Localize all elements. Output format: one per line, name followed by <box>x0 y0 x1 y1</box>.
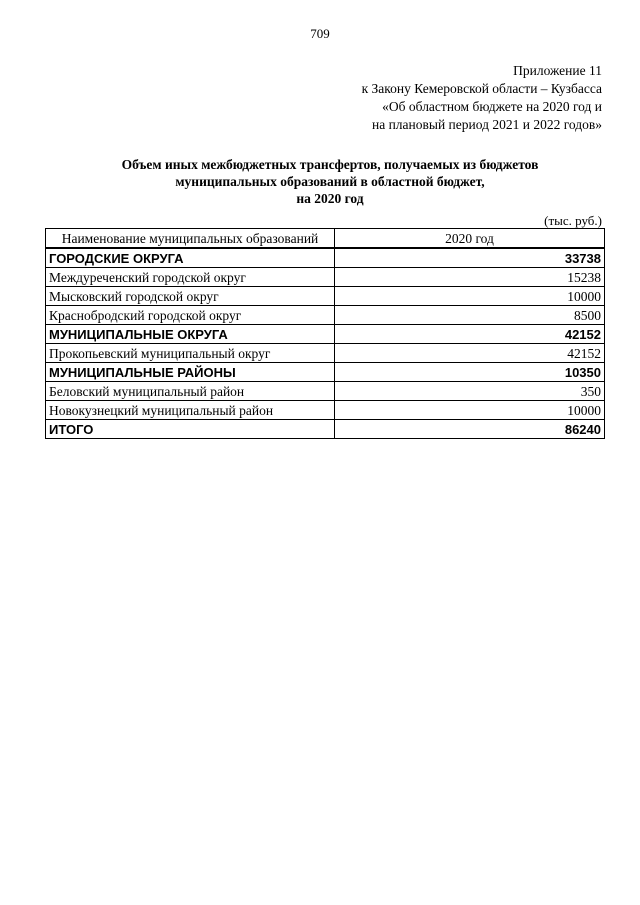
header-year: 2020 год <box>335 229 605 249</box>
table-row <box>46 382 605 401</box>
row-name: Прокопьевский муниципальный округ <box>46 344 335 363</box>
table-row <box>46 287 605 306</box>
row-name: ГОРОДСКИЕ ОКРУГА <box>46 248 335 268</box>
table-row <box>46 344 605 363</box>
table-row <box>46 325 605 344</box>
table-row <box>46 268 605 287</box>
units-label: (тыс. руб.) <box>544 213 602 228</box>
row-value: 10000 <box>335 287 605 306</box>
appendix-line-4: на плановый период 2021 и 2022 годов» <box>371 117 602 132</box>
row-name: Краснобродский городской округ <box>46 306 335 325</box>
table-row <box>46 363 605 382</box>
page-number: 709 <box>310 26 330 41</box>
row-name: МУНИЦИПАЛЬНЫЕ РАЙОНЫ <box>46 363 335 382</box>
transfers-table <box>45 228 605 439</box>
row-value: 42152 <box>335 344 605 363</box>
row-value: 33738 <box>335 248 605 268</box>
row-name: Междуреченский городской округ <box>46 268 335 287</box>
row-value: 8500 <box>335 306 605 325</box>
row-name: Беловский муниципальный район <box>46 382 335 401</box>
row-value: 10350 <box>335 363 605 382</box>
row-value: 86240 <box>335 420 605 439</box>
table-row-total <box>46 420 605 439</box>
appendix-header <box>362 62 602 134</box>
appendix-line-3: «Об областном бюджете на 2020 год и <box>382 99 602 114</box>
row-value: 10000 <box>335 401 605 420</box>
row-name: ИТОГО <box>46 420 335 439</box>
row-value: 42152 <box>335 325 605 344</box>
row-name: МУНИЦИПАЛЬНЫЕ ОКРУГА <box>46 325 335 344</box>
title-line-3: на 2020 год <box>296 191 364 206</box>
appendix-line-2: к Закону Кемеровской области – Кузбасса <box>361 81 602 96</box>
row-name: Новокузнецкий муниципальный район <box>46 401 335 420</box>
document-title <box>60 156 600 207</box>
row-value: 15238 <box>335 268 605 287</box>
title-line-2: муниципальных образований в областной бюджет, <box>175 174 485 189</box>
table-header-row <box>46 229 605 249</box>
header-name: Наименование муниципальных образований <box>46 229 335 249</box>
table-row <box>46 306 605 325</box>
table-row <box>46 248 605 268</box>
row-value: 350 <box>335 382 605 401</box>
appendix-line-1: Приложение 11 <box>513 63 602 78</box>
table-row <box>46 401 605 420</box>
row-name: Мысковский городской округ <box>46 287 335 306</box>
title-line-1: Объем иных межбюджетных трансфертов, получаемых из бюджетов <box>121 157 539 172</box>
